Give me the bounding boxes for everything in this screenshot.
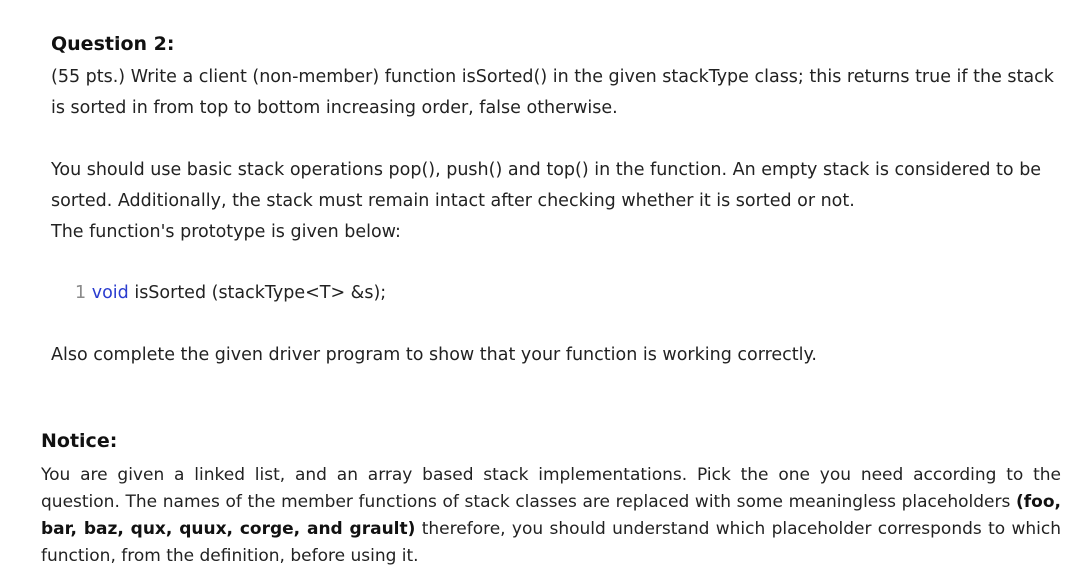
notice-body [41,462,1061,570]
question-paragraph-1: (55 pts.) Write a client (non-member) function isSorted() in the given stackType class; this returns true if the stack is sorted in from top to bottom increasing order, false otherwise. [51,67,1054,118]
notice-text-before: You are given a linked list, and an array based stack implementations. Pick the one you need according to the question. The names of the member functions of stack classes are replaced with some meaningless placeholders [41,465,1061,512]
question-paragraph-3: The function's prototype is given below: [51,222,401,242]
code-signature: isSorted (stackType<T> &s); [128,283,387,303]
question-title: Question 2: [51,33,175,55]
code-prototype [75,280,386,306]
notice-text-after: therefore, you should understand which placeholder corresponds to which function, from the definition, before using it. [41,519,1061,566]
question-paragraph-4: Also complete the given driver program to show that your function is working correctly. [51,345,817,365]
notice-placeholder-list: (foo, bar, baz, qux, quux, corge, and grault) [41,492,1061,539]
question-paragraph-2: You should use basic stack operations pop(), push() and top() in the function. An empty stack is considered to be sorted. Additionally, the stack must remain intact after checking whether it is sorted or not. [51,160,1042,211]
notice-title: Notice: [41,430,118,452]
code-line-number: 1 [75,283,87,303]
code-keyword: void [91,283,129,303]
